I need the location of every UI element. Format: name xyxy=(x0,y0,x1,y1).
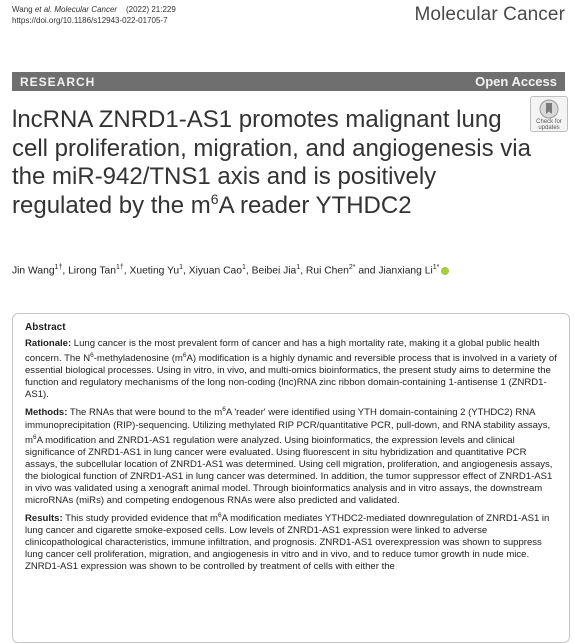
citation-journal: et al. Molecular Cancer xyxy=(34,5,118,14)
article-meta xyxy=(12,4,176,26)
author-name[interactable]: and Jianxiang Li xyxy=(355,265,433,277)
rationale-paragraph xyxy=(25,338,557,401)
citation-authors: Wang xyxy=(12,5,35,14)
rationale-text: Lung cancer is the most prevalent form of cancer and has a high mortality rate, making it a global public health concern. The N xyxy=(25,338,540,365)
open-access-label: Open Access xyxy=(475,74,557,89)
author-affiliation: 1 xyxy=(296,264,301,271)
journal-masthead: Molecular Cancer xyxy=(414,4,565,25)
results-text: A modification mediates YTHDC2-mediated downregulation of ZNRD1-AS1 in lung cancer and cigarette smoke-exposed cells. Low levels of ZNRD1-AS1 expression were linked to adverse clinicopathological characteristics, immune infiltration, and prognosis. ZNRD1-AS1 overexpression was shown to suppress lung cancer cell proliferation, migration, and angiogenesis in vitro and in vivo, and to reduce tumor growth in nude mice. ZNRD1-AS1 expression was shown to be controlled by treatment of cells with either the xyxy=(25,513,550,573)
author-affiliation: 1† xyxy=(54,264,63,271)
results-paragraph xyxy=(25,510,557,573)
author-name[interactable]: Jin Wang xyxy=(12,265,55,277)
author-affiliation: 2* xyxy=(348,264,356,271)
article-title xyxy=(12,106,532,220)
citation-line xyxy=(12,4,176,15)
results-label: Results: xyxy=(25,513,63,525)
check-for-updates-button[interactable] xyxy=(530,96,568,132)
author-name[interactable]: , Rui Chen xyxy=(300,265,349,277)
abstract-box xyxy=(12,313,570,643)
author-affiliation: 1* xyxy=(432,264,440,271)
superscript: 6 xyxy=(90,352,94,360)
author-affiliation: 1† xyxy=(115,264,124,271)
author-affiliation: 1 xyxy=(179,264,184,271)
author-name[interactable]: , Beibei Jia xyxy=(245,265,297,277)
title-part-1: lncRNA ZNRD1-AS1 promotes malignant lung cell proliferation, migration, and angiogenesis via the miR-942/TNS1 axis and is positively regulated by the m xyxy=(12,106,531,219)
methods-text: A modification and ZNRD1-AS1 regulation were analyzed. Using bioinformatics, the expression levels and clinical significance of ZNRD1-AS1 in lung cancer were evaluated. Using fluorescent in situ hybridization and quantitative PCR assays, the subcellular location of ZNRD1-AS1 was determined. Using cell migration, proliferation, and angiogenesis assays, the biological function of ZNRD1-AS1 in lung cancer was determined. In addition, the tumor suppressor effect of ZNRD1-AS1 in vivo was validated using a xenograft animal model. Through bioinformatics analysis and in vitro assays, the downstream microRNAs (miRs) and competing endogenous RNAs were also predicted and validated. xyxy=(25,434,553,507)
methods-label: Methods: xyxy=(25,407,68,419)
author-list xyxy=(12,264,449,276)
orcid-icon[interactable] xyxy=(441,267,449,275)
author-affiliation: 1 xyxy=(242,264,246,271)
title-part-2: A reader YTHDC2 xyxy=(218,191,412,219)
superscript: 6 xyxy=(32,433,37,441)
author-name[interactable]: , Lirong Tan xyxy=(62,265,116,277)
check-line-2: updates xyxy=(538,125,560,131)
results-text: This study provided evidence that m xyxy=(62,513,218,525)
superscript: 6 xyxy=(222,406,226,414)
rationale-text: -methyladenosine (m xyxy=(93,353,183,365)
check-line-1: Check for xyxy=(536,119,562,125)
rationale-text: A) modification is a highly dynamic and reversible process that is involved in a variety of essential biological processes. Using in vitro, in vivo, and multi-omics bioinformatics, the present study aims to determine the function and regulatory mechanisms of the long non-coding (lnc)RNA zinc ribbon domain-containing 1-antisense 1 (ZNRD1-AS1). xyxy=(25,353,557,401)
methods-text: The RNAs that were bound to the m xyxy=(67,407,223,419)
superscript: 6 xyxy=(217,512,222,520)
bookmark-icon xyxy=(539,99,559,119)
methods-text: A 'reader' were identified using YTH domain-containing 2 (YTHDC2) RNA immunoprecipitation (RIP)-sequencing. Utilizing methylated RIP PCR/quantitative PCR, pull-down, and RNA stability assays, m xyxy=(25,407,551,446)
author-name[interactable]: , Xueting Yu xyxy=(123,265,180,277)
methods-paragraph xyxy=(25,404,557,507)
superscript: 6 xyxy=(182,352,187,360)
author-name[interactable]: , Xiyuan Cao xyxy=(183,265,242,277)
abstract-heading: Abstract xyxy=(25,322,66,333)
doi-link[interactable]: https://doi.org/10.1186/s12943-022-01705-7 xyxy=(12,16,168,25)
title-superscript: 6 xyxy=(210,190,219,207)
section-bar xyxy=(12,72,565,91)
rationale-label: Rationale: xyxy=(25,338,72,349)
section-label: RESEARCH xyxy=(20,75,96,89)
citation-year: (2022) 21:229 xyxy=(125,5,176,14)
